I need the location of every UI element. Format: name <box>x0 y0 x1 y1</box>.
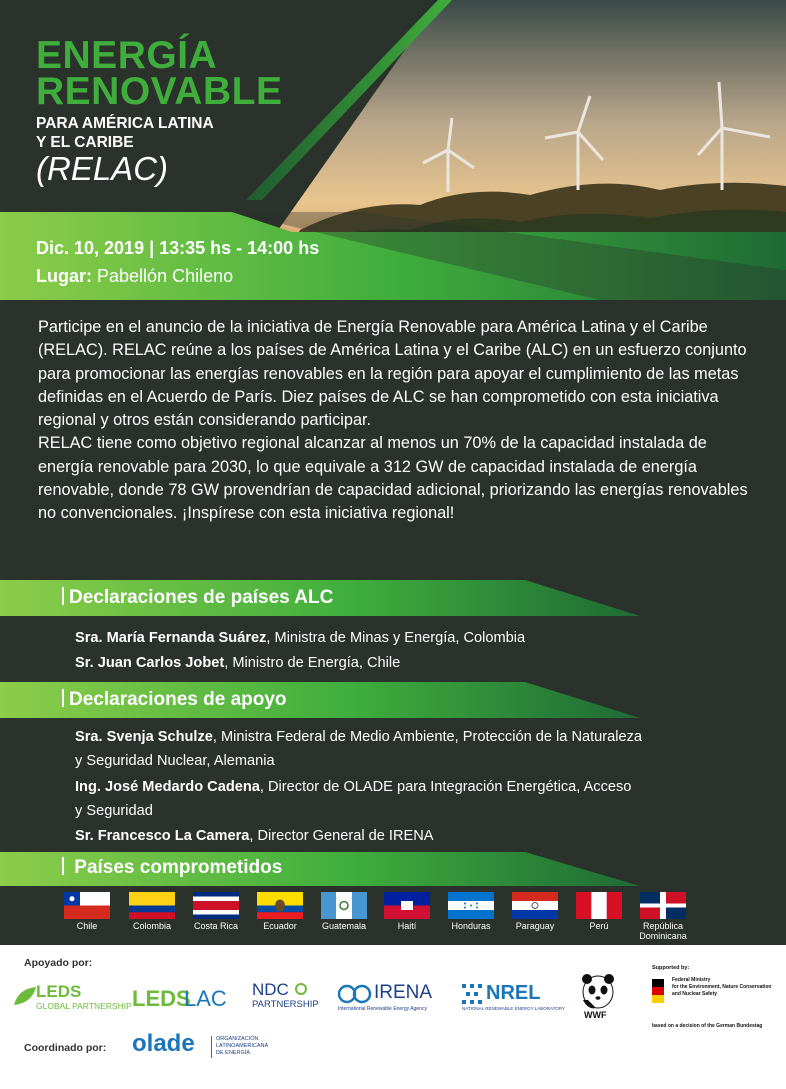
support-speaker-1: Sra. Svenja Schulze, Ministra Federal de Medio Ambiente, Protección de la Naturaleza <box>75 729 643 745</box>
leds-lac-logo: LEDS LAC <box>132 986 227 1011</box>
intro-paragraph-1: Participe en el anuncio de la iniciativa de Energía Renovable para América Latina y el Caribe (RELAC). RELAC reúne a los países de América Latina y el Caribe (ALC) en un esfuerzo conjunto para promocionar las energías renovables en la región para apoyar el cumplimiento de las metas definidas en el Acuerdo de París. Diez países de ALC se han comprometido con esta iniciativa regional y otros están considerando participar. <box>38 318 747 430</box>
event-subtitle <box>36 114 214 152</box>
wwf-panda-logo: WWF <box>578 970 618 1022</box>
haiti-flag-icon <box>384 892 430 919</box>
supported-by-label: Apoyado por: <box>24 957 93 969</box>
leds-gp-logo: LEDS GLOBAL PARTNERSHIP <box>12 982 124 1016</box>
country-label: Costa Rica <box>193 921 238 931</box>
country-label: Paraguay <box>515 921 555 931</box>
country-label: Guatemala <box>321 921 367 931</box>
chile-flag-icon <box>64 892 110 919</box>
venue-label: Lugar: <box>36 266 92 286</box>
country-label: República Dominicana <box>639 921 687 941</box>
ecuador-flag-icon <box>257 892 303 919</box>
event-venue <box>36 266 233 287</box>
dominican-republic-flag-icon <box>640 892 686 919</box>
event-date: Dic. 10, 2019 | 13:35 hs - 14:00 hs <box>36 238 320 258</box>
section-title-countries: Declaraciones de países ALC <box>62 587 333 609</box>
country-label: Perú <box>589 921 609 931</box>
coordinated-by-label: Coordinado por: <box>24 1042 107 1054</box>
country-label: Chile <box>76 921 98 931</box>
costa-rica-flag-icon <box>193 892 239 919</box>
support-speaker-2: Ing. José Medardo Cadena, Director de OLADE para Integración Energética, Acceso <box>75 779 632 795</box>
intro-paragraph-2: RELAC tiene como objetivo regional alcanzar al menos un 70% de la capacidad instalada de energía renovable para 2030, lo que equivale a 312 GW de capacidad instalada de energía renovable, donde 78 GW provendrían de capacidad adicional, priorizando las energías renovables no convencionales. ¡Inspírese con esta iniciativa regional! <box>38 434 748 523</box>
olade-line-3: DE ENERGÍA <box>216 1050 250 1056</box>
intro-text <box>38 316 753 526</box>
event-acronym: (RELAC) <box>36 150 169 187</box>
bmu-line-1: Federal Ministry <box>672 977 711 983</box>
section-title-support: Declaraciones de apoyo <box>62 689 287 711</box>
peru-flag-icon <box>576 892 622 919</box>
country-label: Ecuador <box>263 921 297 931</box>
support-speaker-2-cont: y Seguridad <box>75 803 153 819</box>
bmu-line-2: for the Environment, Nature Conservation <box>672 984 772 990</box>
olade-line-2: LATINOAMERICANA <box>216 1043 269 1049</box>
german-ministry-logo: Supported by: Federal Ministry for the Environment, Nature Conservation and Nuclear Safety based on a decision of the German Bundestag <box>652 965 772 1029</box>
event-title <box>36 34 283 113</box>
subtitle-line-2: Y EL CARIBE <box>36 134 134 151</box>
support-speaker-1-cont: y Seguridad Nuclear, Alemania <box>75 753 275 769</box>
title-line-2: RENOVABLE <box>36 70 283 113</box>
country-label: Haití <box>397 921 417 931</box>
country-speaker-2: Sr. Juan Carlos Jobet, Ministro de Energía, Chile <box>75 655 401 671</box>
section-title-committed: Países comprometidos <box>62 857 282 879</box>
country-label: Colombia <box>132 921 172 931</box>
support-speaker-3: Sr. Francesco La Camera, Director General de IRENA <box>75 828 434 844</box>
olade-logo: olade ORGANIZACIÓN LATINOAMERICANA DE ENERGÍA <box>132 1030 269 1057</box>
paraguay-flag-icon <box>512 892 558 919</box>
country-label: Honduras <box>451 921 491 931</box>
country-speaker-1: Sra. María Fernanda Suárez, Ministra de Minas y Energía, Colombia <box>75 630 526 646</box>
ndc-partnership-logo: NDC PARTNERSHIP <box>252 980 319 1010</box>
venue-value: Pabellón Chileno <box>97 266 234 286</box>
bmu-line-3: and Nuclear Safety <box>672 991 718 997</box>
olade-line-1: ORGANIZACIÓN <box>216 1036 259 1042</box>
guatemala-flag-icon <box>321 892 367 919</box>
subtitle-line-1: PARA AMÉRICA LATINA <box>36 115 214 132</box>
colombia-flag-icon <box>129 892 175 919</box>
irena-logo: IRENA International Renewable Energy Agency <box>338 982 433 1012</box>
nrel-logo: NREL NATIONAL RENEWABLE ENERGY LABORATORY <box>462 982 566 1011</box>
title-line-1: ENERGÍA <box>36 34 218 77</box>
honduras-flag-icon <box>448 892 494 919</box>
